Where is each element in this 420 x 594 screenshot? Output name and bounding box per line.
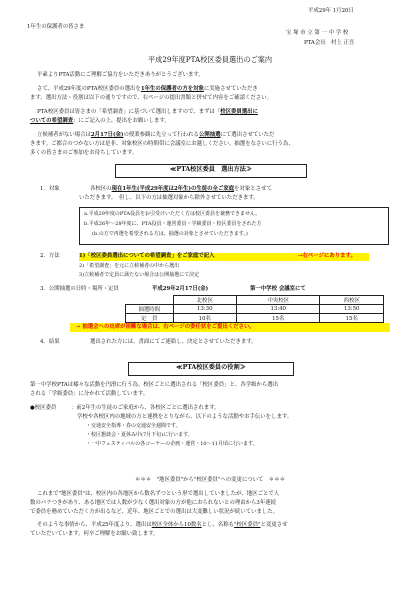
sender-name: PTA会長 村上 正吾	[304, 40, 355, 46]
role-intro-line2: される「学級委員」に分かれて活動しています。	[30, 391, 149, 397]
item4-text: 選出された方には、書面にてご連絡し、決定とさせていただきます。	[90, 339, 257, 345]
intro-p4-text: の授業参観に先立って行われる	[123, 132, 199, 138]
item1-line1	[90, 187, 272, 192]
change-text: とし、名称も	[201, 522, 235, 528]
change-line4	[37, 523, 288, 528]
exclusion-b-note: (b.の方で再選を希望される方は、抽選の対象とさせていただきます。)	[92, 231, 248, 237]
proxy-note: → 抽選会への出席が困難な場合は、右ページの委任状をご提出ください。	[76, 324, 255, 330]
change-line5: ていただいています。何卒ご理解をお願い致します。	[30, 531, 159, 537]
intro-p4-text: にて選出させていただ	[220, 132, 275, 138]
intro-target-emphasis: 1年生の保護者の方を対象	[140, 86, 204, 92]
lottery-table	[125, 295, 384, 323]
survey-emphasis: 校区委員選出に	[220, 109, 258, 115]
section1-heading: ≪PTA校区委員 選出方法≫	[169, 166, 253, 173]
table-header: 中央校区	[237, 296, 320, 305]
letter-date: 平成29年 1月20日	[308, 8, 354, 14]
intro-p3-line2	[30, 119, 170, 124]
role-activity: ・校区懇談会・夏休み中(7月下旬)に行います。	[86, 432, 193, 438]
section2-heading: ≪PTA校区委員の役割≫	[176, 364, 246, 371]
change-line3: で委員を務めていただく方が出るなど、近年、地区ごとでの選出は大変難しい状況が続いていました。	[30, 509, 278, 515]
intro-p3-text: 」にご記入の上、提出をお願いします。	[73, 118, 170, 124]
item3-label: 3．公開抽選の日時・場所・定員	[40, 286, 119, 292]
change-text: そのような事情から、平成25年度より、選出は	[37, 522, 152, 528]
role-label: ●校区委員	[30, 405, 57, 411]
item2-step3: 3)立候補者で定員に満たない場合は公開抽選にて決定	[79, 272, 200, 278]
item4-label: 4．結果	[40, 339, 60, 345]
table-cell: 13:30	[173, 305, 237, 314]
item2-label: 2．方法	[40, 253, 60, 259]
intro-p4-text: 立候補者がない場合は	[37, 132, 91, 138]
intro-p2-line1	[37, 87, 258, 92]
item2-step1-note: →右ページにあります。	[298, 253, 356, 259]
document-title: 平成29年度PTA校区委員選出のご案内	[147, 55, 273, 64]
intro-p2-line2: ます。選出方法・役割は以下の通りですので、右ページの提出書類と併せて内容をご確認ください。	[30, 95, 272, 101]
intro-p4-line2: きます。ご都合のつかない方は是非、対象校区の時間帯に会議室にお越しください。抽選をなさいに行う為、	[30, 141, 294, 147]
lottery-date-emphasis: 2月17日(金)	[90, 132, 124, 138]
lottery-place: 第一中学校 会議室にて	[250, 286, 306, 292]
intro-p3-line1	[37, 110, 258, 115]
table-cell: 10名	[173, 314, 237, 323]
item1-emphasis: 現在1年生(平成29年度は2年生)の生徒の全ご家庭	[111, 186, 235, 192]
survey-emphasis: ついての希望調査	[30, 118, 74, 124]
role-line2: 学校や各校区内の地域の方と連携をとりながら、以下のような活動やお手伝いをします。	[77, 414, 293, 420]
table-header: 北校区	[173, 296, 237, 305]
role-activity: ・一中フェスティバルの各コーナーの企画・運営・10～11月頃に行います。	[86, 441, 258, 447]
table-row	[126, 305, 384, 314]
intro-p2-text: に実施させていただき	[203, 86, 258, 92]
role-line1: ：前2年生の生徒のご家庭から、各校区ごとに選出されます。	[71, 405, 220, 411]
change-emphasis: 校区全体から10数名	[151, 522, 202, 528]
item2-step2: 2)「希望調査」を元に立候補者の中から選出	[79, 263, 180, 269]
intro-p4-line3: 多くの皆さまのご参加をお待ちしています。	[30, 150, 138, 156]
sender-school: 宝 塚 市 立 第 一 中 学 校	[286, 30, 349, 36]
public-lottery-emphasis: 公開抽選	[198, 132, 221, 138]
section3-heading: ＊＊＊ "地区委員"から"校区委員"への変更について ＊＊＊	[135, 477, 285, 483]
item1-line2: いただきます。 但し、以下の方は抽選対象から除外させていただきます。	[79, 195, 259, 201]
intro-p1: 平素よりPTA活動にご理解ご協力をいただきありがとうございます。	[37, 72, 204, 78]
table-cell: 15名	[237, 314, 320, 323]
change-emphasis: "校区委員"	[234, 522, 261, 528]
item2-step1: 1)「校区委員選出についての希望調査」をご家庭で記入	[79, 253, 215, 259]
item1-text: を対象とさせて	[234, 186, 272, 192]
role-activity: ・交通安全指導・春の交通安全週間です。	[86, 423, 181, 429]
addressee: 1年生の保護者の皆さま	[27, 24, 85, 30]
row-label: 抽選時間	[126, 305, 174, 314]
change-text: と変更させ	[260, 522, 288, 528]
change-line2: 数のバラつきがあり、ある地区では人数が少なく選出対象の方が他におられないとの理由から3年連続	[30, 500, 277, 506]
change-line1: これまで"地区委員"は、校区内の各地区から数名ずつという形で選出していましたが、地区ごとで人	[37, 491, 280, 497]
role-intro-line1: 第一中学校PTAは様々な活動を円滑に行う為、校区ごとに選出される「校区委員」と、各学級から選出	[30, 382, 279, 388]
intro-p2-text: さて、平成29年度のPTA校区委員の選出を	[37, 86, 141, 92]
table-header: 西校区	[320, 296, 384, 305]
intro-p3-text: PTA校区委員は皆さまの「希望調査」に基づいて選出しますので、まずは「	[37, 109, 221, 115]
item1-label: 1．対象	[40, 186, 60, 192]
intro-p4-line1	[37, 133, 274, 138]
table-cell: 13:50	[320, 305, 384, 314]
exclusion-b: b.平成26年～28年度に、PTA役員・運営委員・学級委員・校区委員をされた方	[84, 221, 262, 227]
lottery-date: 平成29年2月17日(金)	[152, 286, 209, 292]
row-label: 定 員	[126, 314, 174, 323]
item1-text: 各校区の	[90, 186, 112, 192]
table-row	[126, 296, 384, 305]
table-row	[126, 314, 384, 323]
table-corner	[126, 296, 174, 305]
table-cell: 13:40	[237, 305, 320, 314]
table-cell: 15名	[320, 314, 384, 323]
exclusion-a: a.平成29年度のPTA役員をお引受けいただく方は校区委員を兼務できません。	[84, 211, 261, 217]
